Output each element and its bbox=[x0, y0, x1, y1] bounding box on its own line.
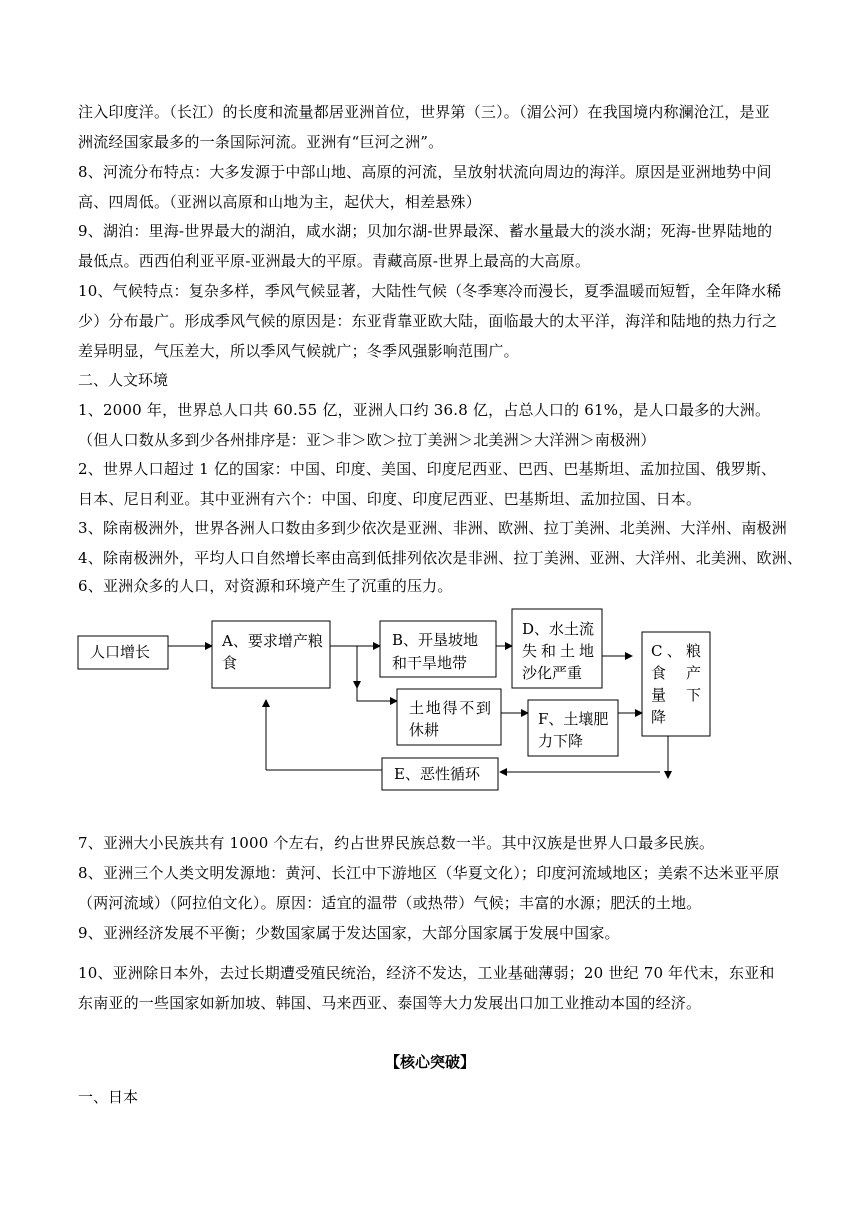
box-population-growth bbox=[78, 636, 168, 669]
box-e-vicious-cycle bbox=[382, 758, 498, 790]
svg-text:F、土壤肥: F、土壤肥 bbox=[538, 710, 609, 728]
paragraph-civilizations: 8、亚洲三个人类文明发源地：黄河、长江中下游地区（华夏文化）；印度河流域地区；美索不达米亚平原（两河流域）（阿拉伯文化）。原因：适宜的温带（或热带）气候；丰富的水源；肥沃的土地。 bbox=[78, 864, 780, 912]
paragraph-climate: 10、气候特点：复杂多样，季风气候显著，大陆性气候（冬季寒冷而漫长，夏季温暖而短暂，全年降水稀少）分布最广。形成季风气候的原因是：东亚背靠亚欧大陆，面临最大的太平洋，海洋和陆地的热力行之差异明显，气压差大，所以季风气候就广；冬季风强影响范围广。 bbox=[78, 282, 782, 360]
svg-text:休耕: 休耕 bbox=[409, 721, 440, 739]
svg-text:食 产: 食 产 bbox=[651, 664, 701, 682]
svg-text:人口增长: 人口增长 bbox=[90, 643, 151, 661]
paragraph-economic-imbalance: 9、亚洲经济发展不平衡；少数国家属于发达国家，大部分国家属于发展中国家。 bbox=[78, 924, 620, 942]
box-f-soil-fertility bbox=[528, 700, 618, 756]
box-d-soil-erosion bbox=[512, 609, 602, 688]
paragraph-lakes: 9、湖泊：里海-世界最大的湖泊，咸水湖；贝加尔湖-世界最深、蓄水量最大的淡水湖；死海-世界陆地的最低点。西西伯利亚平原-亚洲最大的平原。青藏高原-世界上最高的大高原。 bbox=[78, 222, 773, 270]
svg-text:沙化严重: 沙化严重 bbox=[522, 664, 583, 682]
paragraph-rivers: 注入印度洋。（长江）的长度和流量都居亚洲首位，世界第（三）。（湄公河）在我国境内称澜沧江，是亚洲流经国家最多的一条国际河流。亚洲有“巨河之洲”。 bbox=[78, 103, 770, 151]
box-b-reclaim-land bbox=[380, 621, 496, 677]
svg-text:A、要求增产粮: A、要求增产粮 bbox=[222, 632, 323, 650]
svg-text:力下降: 力下降 bbox=[538, 732, 584, 750]
box-c-grain-decline bbox=[642, 632, 710, 736]
paragraph-population-pressure: 6、亚洲众多的人口，对资源和环境产生了沉重的压力。 bbox=[78, 577, 453, 595]
paragraph-river-distribution: 8、河流分布特点：大多发源于中部山地、高原的河流，呈放射状流向周边的海洋。原因是亚洲地势中间高、四周低。（亚洲以高原和山地为主，起伏大，相差悬殊） bbox=[78, 163, 772, 211]
paragraph-growth-rate-order: 4、除南极洲外，平均人口自然增长率由高到低排列依次是非洲、拉丁美洲、亚洲、大洋州、北美洲、欧洲、 bbox=[78, 549, 803, 567]
paragraph-colonial-economy: 10、亚洲除日本外，去过长期遭受殖民统治，经济不发达，工业基础薄弱；20 世纪 70 年代末，东亚和东南亚的一些国家如新加坡、韩国、马来西亚、泰国等大力发展出口加工业推动本国的经济。 bbox=[78, 964, 775, 1012]
box-a-increase-grain bbox=[212, 621, 330, 688]
svg-text:食: 食 bbox=[222, 654, 238, 672]
svg-text:量 下: 量 下 bbox=[651, 686, 701, 704]
population-flowchart bbox=[0, 598, 860, 808]
svg-text:降: 降 bbox=[651, 708, 667, 726]
svg-text:和干旱地带: 和干旱地带 bbox=[392, 654, 468, 672]
box-land-no-fallow bbox=[397, 689, 501, 745]
section-heading-human-environment: 二、人文环境 bbox=[78, 371, 169, 389]
svg-text:D、水土流: D、水土流 bbox=[522, 620, 595, 638]
paragraph-populous-countries: 2、世界人口超过 1 亿的国家：中国、印度、美国、印度尼西亚、巴西、巴基斯坦、孟加拉国、俄罗斯、日本、尼日利亚。其中亚洲有六个：中国、印度、印度尼西亚、巴基斯坦、孟加拉国、日本。 bbox=[78, 460, 777, 508]
svg-text:B、开垦坡地: B、开垦坡地 bbox=[392, 631, 479, 649]
core-breakthrough-title: 【核心突破】 bbox=[384, 1053, 475, 1071]
svg-text:土地得不到: 土地得不到 bbox=[409, 699, 491, 717]
paragraph-continent-population-order: 3、除南极洲外，世界各洲人口数由多到少依次是亚洲、非洲、欧洲、拉丁美洲、北美洲、大洋州、南极洲 bbox=[78, 519, 787, 537]
paragraph-ethnic-groups: 7、亚洲大小民族共有 1000 个左右，约占世界民族总数一半。其中汉族是世界人口最多民族。 bbox=[78, 834, 715, 852]
svg-text:E、恶性循环: E、恶性循环 bbox=[394, 765, 480, 783]
svg-text:C、粮: C、粮 bbox=[651, 642, 701, 660]
paragraph-population-2000: 1、2000 年，世界总人口共 60.55 亿，亚洲人口约 36.8 亿，占总人口的 61%，是人口最多的大洲。（但人口数从多到少各州排序是：亚＞非＞欧＞拉丁美洲＞北美洲＞大洋洲＞南极洲） bbox=[78, 401, 771, 449]
section-heading-japan: 一、日本 bbox=[78, 1088, 139, 1106]
svg-text:失和土地: 失和土地 bbox=[522, 642, 594, 660]
